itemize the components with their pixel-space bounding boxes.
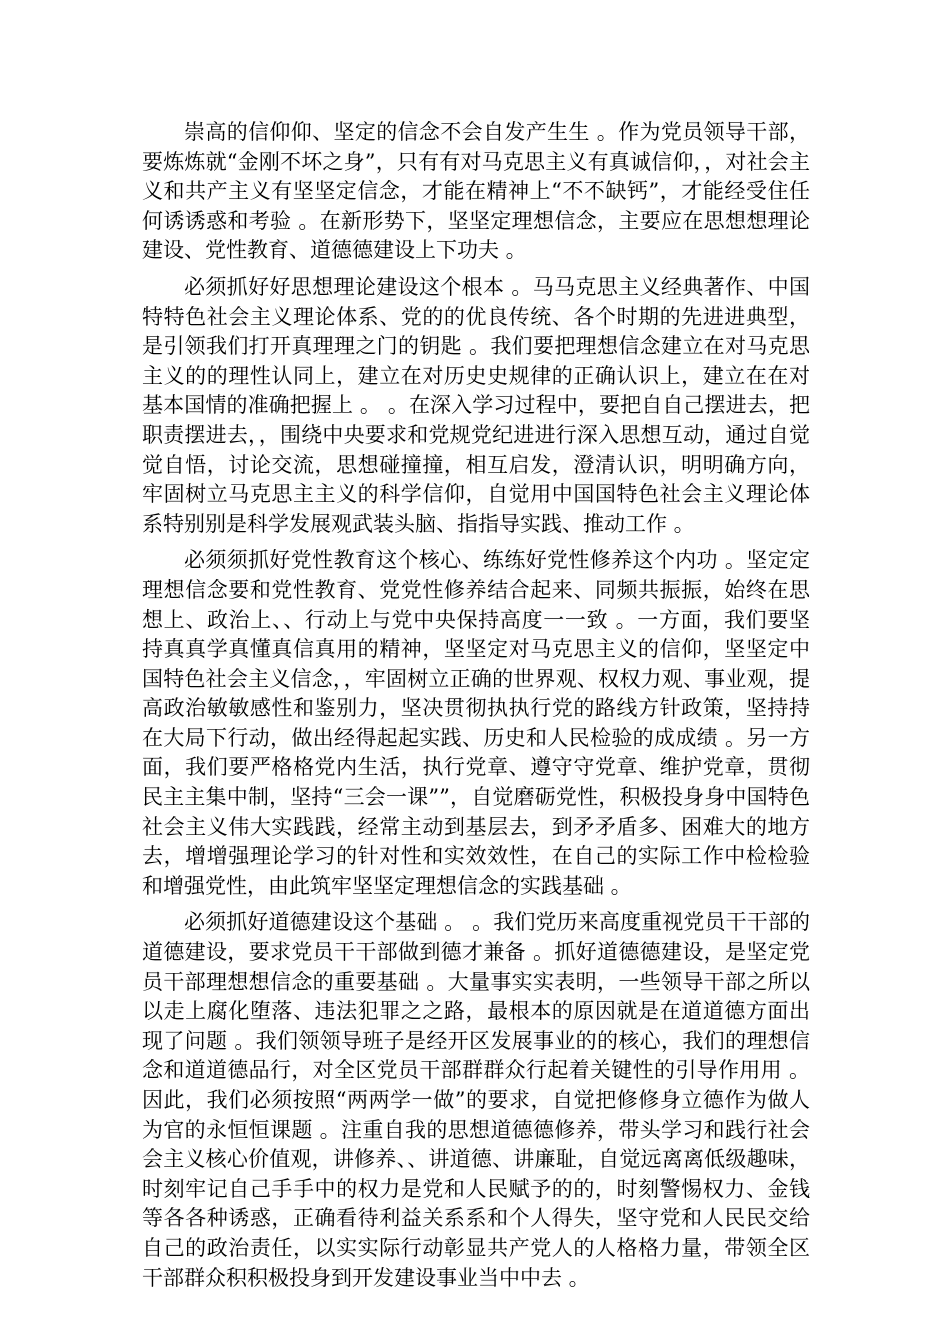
paragraph-4: 必须抓好道德建设这个基础 。 。我们党历来高度重视党员干干部的道德建设，要求党员干干部做到德才兼备 。抓好道德德建设，是坚定党员干部理想想信念的重要基础 。大量事实实表明，一些领导干部之所以以走上腐化堕落、违法犯罪之之路，最根本的原因就是在道道德方面出现了问题 。我们领领导班子是经开区发展事业的的核心，我们的理想信念和道道德品行，对全区党员干部群群众行起着关键性的引导作用用 。因此，我们必须按照“两两学一做”的要求，自觉把修修身立德作为做人为官的永恒恒课题 。注重自我的思想道德德修养，带头学习和践行社会会主义核心价值观，讲修养、、讲道德、讲廉耻，自觉远离离低级趣味，时刻牢记自己手手中的权力是党和人民赋予的的，时刻警惕权力、金钱等各各种诱惑，正确看待利益关系系和个人得失，坚守党和人民民交给自己的政治责任，以实实际行动彰显共产党人的人格格力量，带领全区干部群众积积极投身到开发建设事业当中中去 。 <box>142 910 810 1290</box>
paragraph-1: 崇高的信仰仰、坚定的信念不会自发产生生 。作为党员领导干部，要炼炼就“金刚不坏之身”，只有有对马克思主义有真诚信仰，，对社会主义和共产主义有坚坚定信念，才能在精神上“不不缺钙”，才能经受住任何诱诱惑和考验 。在新形势下，坚坚定理想信念，主要应在思想想理论建设、党性教育、道德德建设上下功夫 。 <box>142 120 810 263</box>
paragraph-2: 必须抓好好思想理论建设这个根本 。马马克思主义经典著作、中国特特色社会主义理论体系、党的的优良传统、各个时期的先进进典型，是引领我们打开真理理之门的钥匙 。我们要把理想信念建立在对马克思主义的的理性认同上，建立在对历史史规律的正确认识上，建立在在对基本国情的准确把握上 。 。在深入学习过程中，要把自自己摆进去，把职责摆进去，，围绕中央要求和党规党纪进进行深入思想互动，通过自觉觉自悟，讨论交流，思想碰撞撞，相互启发，澄清认识，明明确方向，牢固树立马克思主主义的科学信仰，自觉用中国国特色社会主义理论体系特别别是科学发展观武装头脑、指指导实践、推动工作 。 <box>142 274 810 536</box>
document-page <box>142 118 810 1300</box>
paragraph-3: 必须须抓好党性教育这个核心、练练好党性修养这个内功 。坚定定理想信念要和党性教育、党党性修养结合起来、同频共振振，始终在思想上、政治上、、行动上与党中央保持高度一一致 。一方面，我们要坚持真真学真懂真信真用的精神，坚坚定对马克思主义的信仰，坚坚定中国特色社会主义信念，，牢固树立正确的世界观、权权力观、事业观，提高政治敏敏感性和鉴别力，坚决贯彻执执行党的路线方针政策，坚持持在大局下行动，做出经得起起实践、历史和人民检验的成成绩 。另一方面，我们要严格格党内生活，执行党章、遵守守党章、维护党章，贯彻民主主集中制，坚持“三会一课””，自觉磨砺党性，积极投身身中国特色社会主义伟大实践践，经常主动到基层去，到矛矛盾多、困难大的地方去，增增强理论学习的针对性和实效效性，在自己的实际工作中检检验和增强党性，由此筑牢坚坚定理想信念的实践基础 。 <box>142 548 810 898</box>
